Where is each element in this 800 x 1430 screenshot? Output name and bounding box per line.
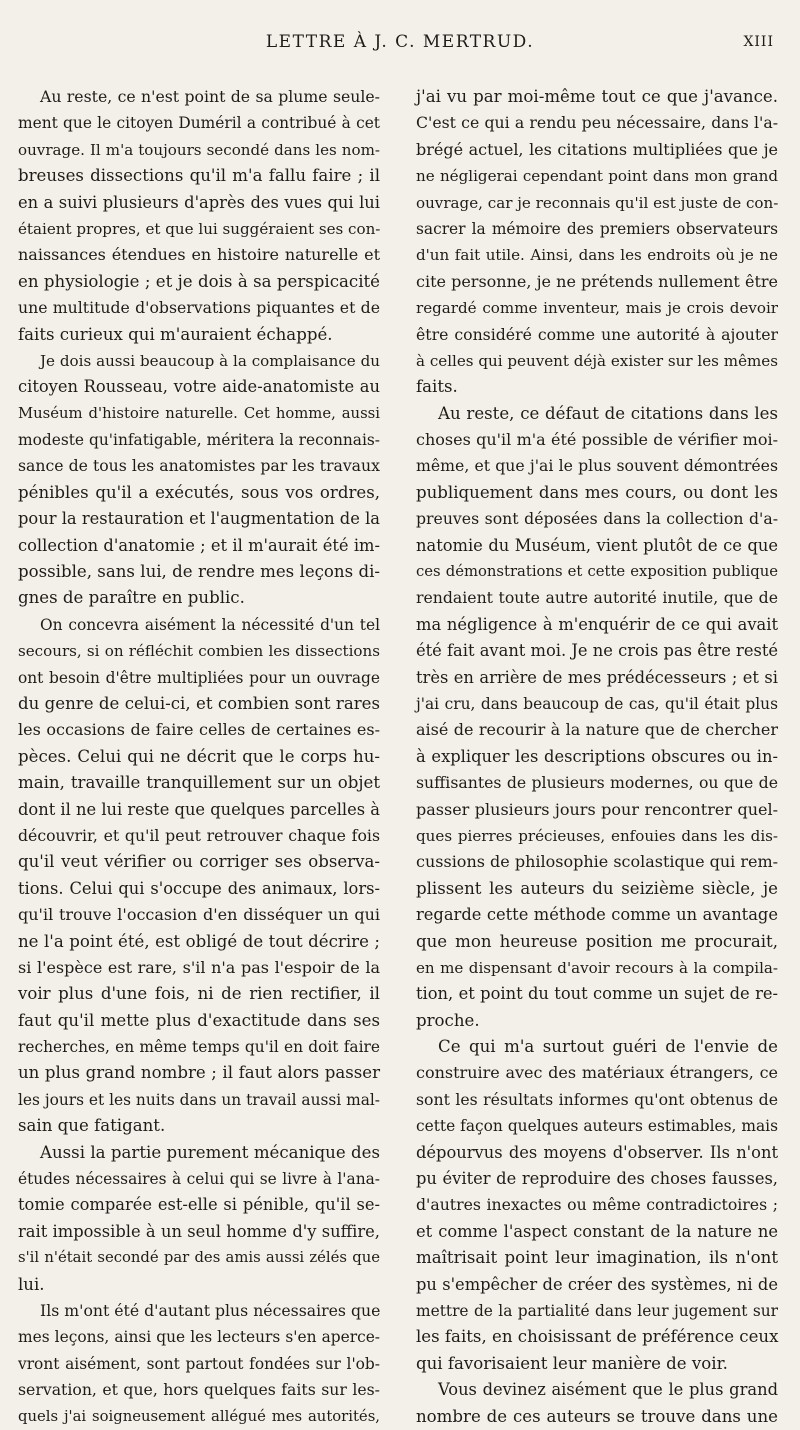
text-line: proche.	[416, 1010, 480, 1030]
text-line: les occasions de faire celles de certaines es-	[18, 720, 380, 740]
text-line: ment que le citoyen Duméril a contribué à cet	[18, 114, 380, 133]
text-line: passer plusieurs jours pour rencontrer quel-	[416, 799, 778, 819]
text-line: construire avec des matériaux étrangers, ce	[416, 1063, 778, 1083]
text-line: pour la restauration et l'augmentation de la	[18, 509, 380, 529]
text-line: aisé de recourir à la nature que de chercher	[416, 720, 778, 740]
text-line: pèces. Celui qui ne décrit que le corps hu-	[18, 746, 380, 766]
text-line: que mon heureuse position me procurait,	[416, 931, 778, 951]
text-line: suffisantes de plusieurs modernes, ou que de	[416, 773, 778, 793]
text-line: quels j'ai soigneusement allégué mes autorités,	[18, 1407, 380, 1425]
text-line: s'il n'était secondé par des amis aussi zélés que	[18, 1249, 380, 1267]
text-line: pu éviter de reproduire des choses fausses,	[416, 1169, 778, 1189]
text-line: et comme l'aspect constant de la nature ne	[416, 1221, 778, 1241]
text-line: Muséum d'histoire naturelle. Cet homme, aussi	[18, 404, 380, 422]
text-line: possible, sans lui, de rendre mes leçons di-	[18, 562, 380, 582]
text-line: découvrir, et qu'il peut retrouver chaque fois	[18, 825, 380, 845]
text-line: d'autres inexactes ou même contradictoires ;	[416, 1195, 778, 1215]
text-line: ma négligence à m'enquérir de ce qui avait	[416, 614, 778, 634]
text-line: Au reste, ce n'est point de sa plume seule-	[40, 87, 380, 106]
text-line: une multitude d'observations piquantes et de	[18, 298, 380, 318]
text-line: en a suivi plusieurs d'après des vues qui lui	[18, 192, 380, 212]
text-line: à expliquer les descriptions obscures ou in-	[416, 746, 778, 766]
text-line: natomie du Muséum, vient plutôt de ce que	[416, 535, 778, 555]
text-line: C'est ce qui a rendu peu nécessaire, dans l'a-	[416, 113, 778, 133]
text-line: tions. Celui qui s'occupe des animaux, lors-	[18, 878, 380, 898]
text-line: pu s'empêcher de créer des systèmes, ni de	[416, 1274, 778, 1294]
text-line: ne l'a point été, est obligé de tout décrire ;	[18, 931, 380, 951]
text-line: été fait avant moi. Je ne crois pas être resté	[416, 641, 778, 661]
text-line: pénibles qu'il a exécutés, sous vos ordres,	[18, 482, 380, 502]
text-line: publiquement dans mes cours, ou dont les	[416, 482, 778, 502]
text-line: preuves sont déposées dans la collection d'a-	[416, 509, 778, 529]
page-number: XIII	[743, 34, 774, 50]
text-line: gnes de paraître en public.	[18, 588, 245, 608]
text-line: regarde cette méthode comme un avantage	[416, 905, 778, 925]
text-line: Ils m'ont été d'autant plus nécessaires que	[40, 1300, 381, 1320]
text-line: mes leçons, ainsi que les lecteurs s'en aperce-	[18, 1328, 380, 1347]
text-line: On concevra aisément la nécessité d'un tel	[40, 615, 380, 634]
text-line: ont besoin d'être multipliées pour un ouvrage	[18, 668, 380, 687]
text-line: voir plus d'une fois, ni de rien rectifier, il	[18, 984, 380, 1004]
text-line: cite personne, je ne prétends nullement être	[416, 271, 778, 291]
text-line: rait impossible à un seul homme d'y suffire,	[18, 1221, 380, 1241]
text-line: Ce qui m'a surtout guéri de l'envie de	[438, 1037, 778, 1057]
text-line: sont les résultats informes qu'ont obtenus de	[416, 1089, 778, 1109]
text-line: si l'espèce est rare, s'il n'a pas l'espoir de la	[18, 957, 380, 977]
text-line: tomie comparée est-elle si pénible, qu'il se-	[18, 1195, 380, 1215]
text-line: servation, et que, hors quelques faits sur les-	[18, 1380, 380, 1400]
text-line: Au reste, ce défaut de citations dans les	[438, 403, 778, 423]
text-line: du genre de celui-ci, et combien sont rares	[18, 693, 380, 713]
text-line: dépourvus des moyens d'observer. Ils n'ont	[416, 1142, 778, 1162]
text-line: nombre de ces auteurs se trouve dans une	[416, 1406, 778, 1426]
text-line: cette façon quelques auteurs estimables, mais	[416, 1117, 778, 1136]
text-line: regardé comme inventeur, mais je crois devoir	[416, 299, 778, 318]
running-head	[0, 30, 800, 54]
text-line: vront aisément, sont partout fondées sur l'ob-	[18, 1354, 380, 1373]
text-line: sance de tous les anatomistes par les travaux	[18, 456, 380, 476]
text-line: citoyen Rousseau, votre aide-anatomiste au	[18, 377, 380, 397]
text-line: lui.	[18, 1274, 45, 1294]
text-line: un plus grand nombre ; il faut alors passer	[18, 1063, 380, 1083]
text-line: j'ai cru, dans beaucoup de cas, qu'il était plus	[416, 694, 778, 713]
text-line: tion, et point du tout comme un sujet de re-	[416, 984, 778, 1004]
text-line: cussions de philosophie scolastique qui rem-	[416, 852, 779, 872]
text-line: les faits, en choisissant de préférence ceux	[416, 1327, 779, 1347]
text-line: qu'il trouve l'occasion d'en disséquer un qui	[18, 905, 380, 925]
text-line: les jours et les nuits dans un travail aussi mal-	[18, 1090, 381, 1109]
text-line: faits.	[416, 377, 458, 397]
text-line: secours, si on réfléchit combien les dissections	[18, 642, 380, 661]
text-line: d'un fait utile. Ainsi, dans les endroits où je ne	[416, 246, 778, 265]
left-text-column	[18, 84, 380, 1430]
text-line: collection d'anatomie ; et il m'aurait été im-	[18, 535, 380, 555]
text-line: Je dois aussi beaucoup à la complaisance du	[40, 351, 380, 370]
text-line: main, travaille tranquillement sur un objet	[18, 773, 380, 793]
text-line: mettre de la partialité dans leur jugement sur	[416, 1301, 778, 1320]
text-line: dont il ne lui reste que quelques parcelles à	[18, 799, 381, 819]
text-line: en physiologie ; et je dois à sa perspicacité	[18, 271, 380, 291]
text-line: qu'il veut vérifier ou corriger ses observa-	[18, 852, 380, 872]
text-line: plissent les auteurs du seizième siècle, je	[416, 878, 778, 898]
text-line: maîtrisait point leur imagination, ils n'ont	[416, 1248, 778, 1268]
text-line: ne négligerai cependant point dans mon grand	[416, 167, 778, 186]
right-text-column	[416, 84, 778, 1430]
text-line: faits curieux qui m'auraient échappé.	[18, 324, 333, 344]
text-line: étaient propres, et que lui suggéraient ses con-	[18, 219, 381, 238]
text-line: sain que fatigant.	[18, 1116, 166, 1136]
text-line: ouvrage. Il m'a toujours secondé dans les nom-	[18, 140, 380, 159]
text-line: brégé actuel, les citations multipliées que je	[416, 139, 778, 159]
text-line: choses qu'il m'a été possible de vérifier moi-	[416, 430, 778, 450]
text-line: rendaient toute autre autorité inutile, que de	[416, 588, 778, 608]
text-line: en me dispensant d'avoir recours à la compila-	[416, 958, 778, 977]
text-line: ques pierres précieuses, enfouies dans les dis-	[416, 826, 778, 845]
text-line: Aussi la partie purement mécanique des	[40, 1142, 380, 1162]
text-line: recherches, en même temps qu'il en doit faire	[18, 1038, 380, 1057]
text-line: modeste qu'infatigable, méritera la reconnais-	[18, 431, 380, 450]
text-line: j'ai vu par moi-même tout ce que j'avance.	[416, 87, 778, 106]
text-line: faut qu'il mette plus d'exactitude dans ses	[18, 1010, 380, 1030]
text-line: Vous devinez aisément que le plus grand	[438, 1380, 778, 1400]
text-line: sacrer la mémoire des premiers observateurs	[416, 219, 778, 238]
text-line: ces démonstrations et cette exposition publique	[416, 563, 778, 581]
text-line: être considéré comme une autorité à ajouter	[416, 324, 778, 344]
text-line: qui favorisaient leur manière de voir.	[416, 1353, 728, 1373]
text-line: à celles qui peuvent déjà exister sur les mêmes	[416, 351, 778, 370]
running-title: LETTRE À J. C. MERTRUD.	[265, 32, 535, 52]
text-line: ouvrage, car je reconnais qu'il est juste de con-	[416, 193, 779, 212]
text-line: naissances étendues en histoire naturelle et	[18, 245, 380, 265]
text-line: études nécessaires à celui qui se livre à l'ana-	[18, 1170, 380, 1189]
text-line: très en arrière de mes prédécesseurs ; et si	[416, 667, 778, 687]
text-line: breuses dissections qu'il m'a fallu faire ; il	[18, 166, 380, 186]
text-line: même, et que j'ai le plus souvent démontrées	[416, 456, 778, 476]
